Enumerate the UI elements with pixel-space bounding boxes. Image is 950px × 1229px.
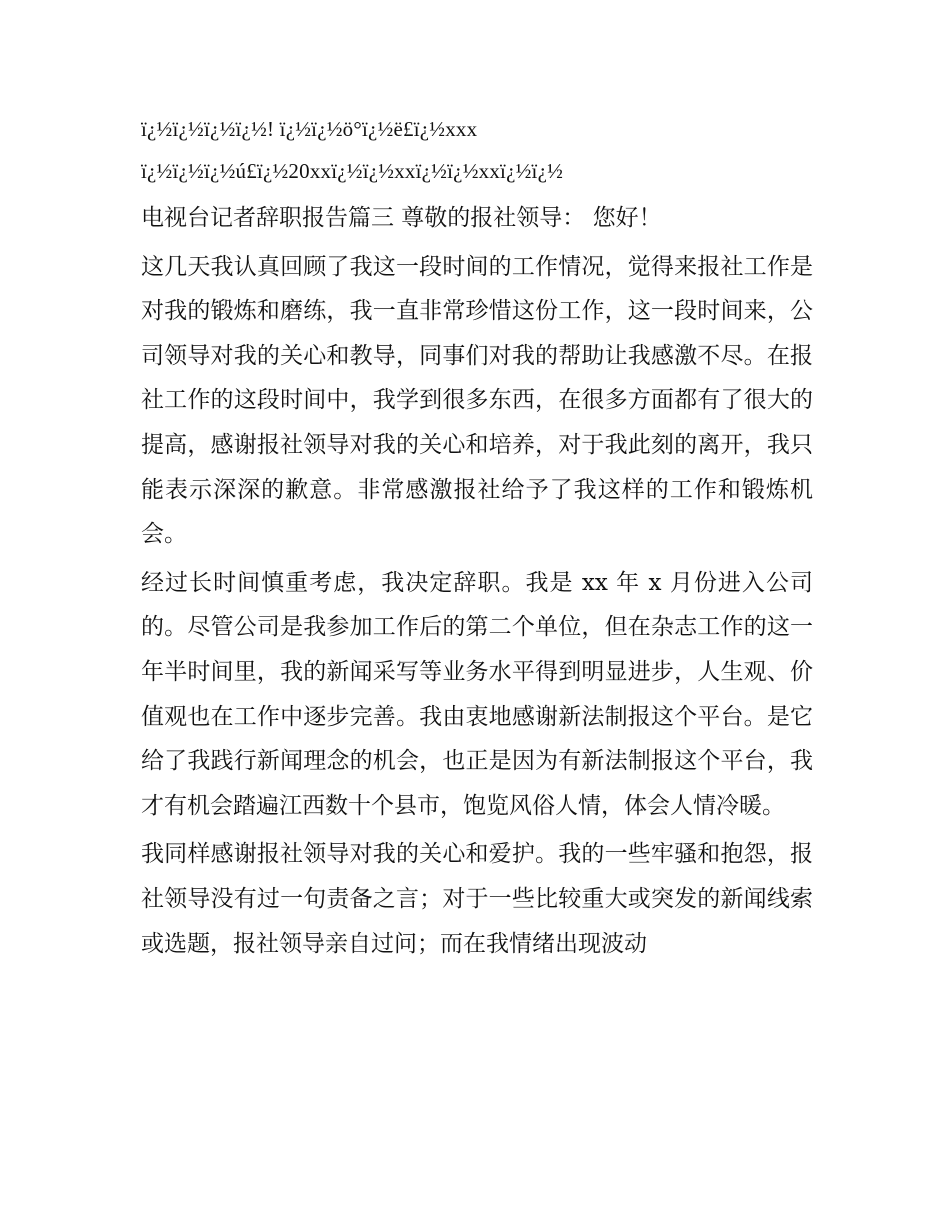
document-body: [141, 108, 813, 970]
paragraph-gratitude: 这几天我认真回顾了我这一段时间的工作情况，觉得来报社工作是对我的锻炼和磨练，我一直非常珍惜这份工作，这一段时间来，公司领导对我的关心和教导，同事们对我的帮助让我感激不尽。在报社工作的这段时间中，我学到很多东西，在很多方面都有了很大的提高，感谢报社领导对我的关心和培养，对于我此刻的离开，我只能表示深深的歉意。非常感激报社给予了我这样的工作和锻炼机会。: [141, 253, 813, 548]
report-heading-line: 电视台记者辞职报告篇三 尊敬的报社领导： 您好！: [141, 205, 662, 231]
garbled-text-line-1: ï¿½ï¿½ï¿½ï¿½! ï¿½ï¿½ö°ï¿½ë£ï¿½xxx: [141, 117, 478, 141]
paragraph-decision: 经过长时间慎重考虑，我决定辞职。我是 xx 年 x 月份进入公司的。尽管公司是我参加工作后的第二个单位，但在杂志工作的这一年半时间里，我的新闻采写等业务水平得到明显进步，人生观、价值观也在工作中逐步完善。我由衷地感谢新法制报这个平台。是它给了我践行新闻理念的机会，也正是因为有新法制报这个平台，我才有机会踏遍江西数十个县市，饱览风俗人情，体会人情冷暖。: [141, 569, 813, 819]
paragraph-thanks-leaders: 我同样感谢报社领导对我的关心和爱护。我的一些牢骚和抱怨，报社领导没有过一句责备之言；对于一些比较重大或突发的新闻线索或选题，报社领导亲自过问；而在我情绪出现波动: [141, 841, 813, 957]
garbled-text-line-2: ï¿½ï¿½ï¿½ú£ï¿½20xxï¿½ï¿½xxï¿½ï¿½xxï¿½ï¿½: [141, 159, 564, 183]
